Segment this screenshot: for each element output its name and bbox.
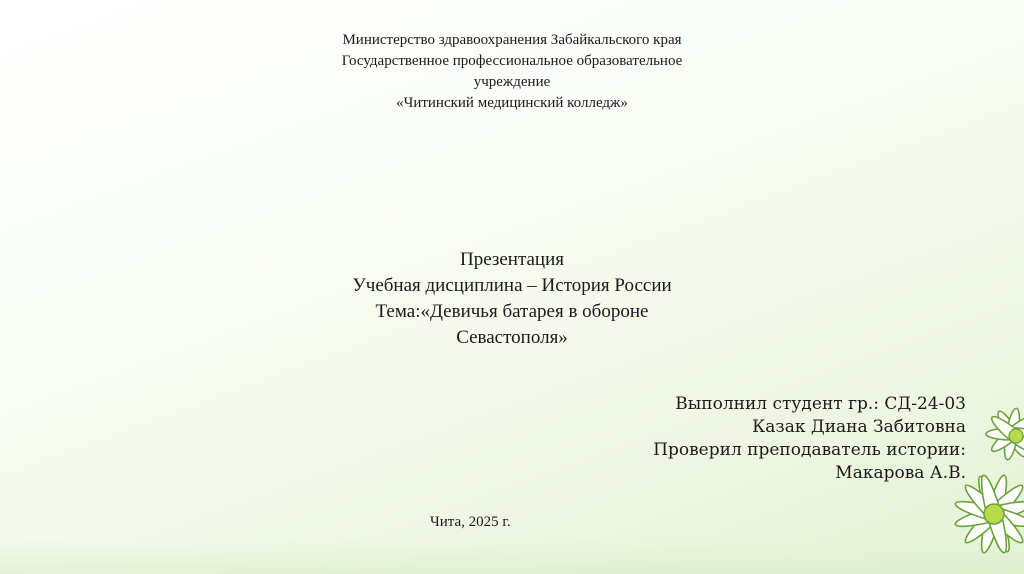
author-line-teacher-role: Проверил преподаватель истории: — [653, 440, 966, 460]
author-line-student-name: Казак Диана Забитовна — [752, 417, 966, 437]
institution-header — [262, 30, 762, 114]
header-line-institution: учреждение — [473, 74, 551, 90]
author-line-student-group: Выполнил студент гр.: СД-24-03 — [675, 394, 966, 414]
title-line-topic: Тема:«Девичья батарея в обороне — [375, 301, 649, 322]
header-line-institution-type: Государственное профессиональное образовательное — [341, 53, 683, 69]
daisy-flower-icon — [914, 374, 1024, 574]
author-line-teacher-name: Макарова А.В. — [835, 463, 966, 483]
title-line-topic-end: Севастополя» — [456, 327, 568, 348]
title-line-discipline: Учебная дисциплина – История России — [352, 275, 672, 296]
city-year: Чита, 2025 г. — [430, 514, 511, 530]
header-line-college-name: «Читинский медицинский колледж» — [396, 95, 628, 111]
title-line-presentation: Презентация — [459, 249, 565, 270]
presentation-title — [262, 247, 762, 351]
header-line-ministry: Министерство здравоохранения Забайкальского края — [342, 32, 682, 48]
bottom-shade — [0, 540, 1024, 574]
